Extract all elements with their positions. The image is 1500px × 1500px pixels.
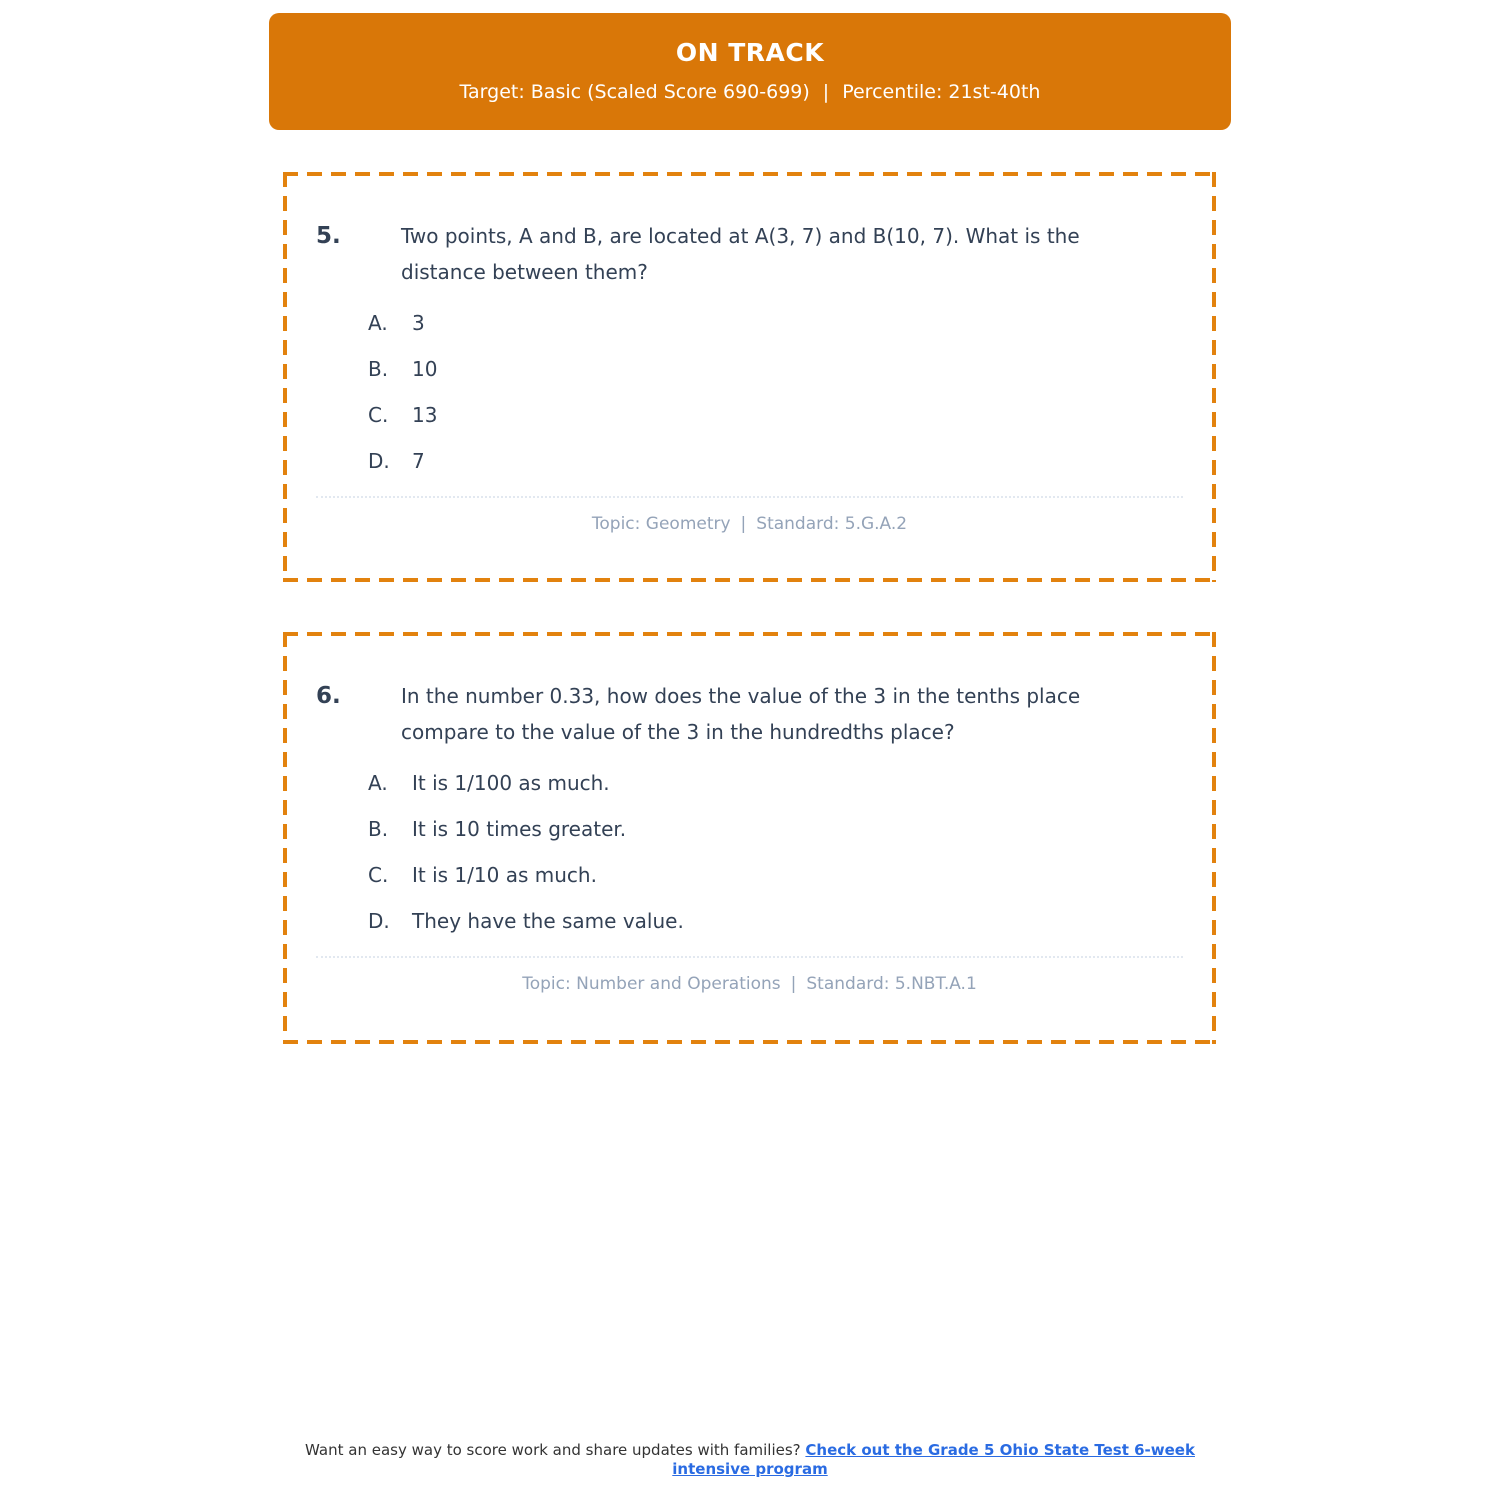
option-text: 7 bbox=[412, 449, 425, 473]
percentile-label: Percentile: 21st-40th bbox=[842, 81, 1041, 103]
question-text: In the number 0.33, how does the value of the 3 in the tenths place compare to the value of the 3 in the hundredths place? bbox=[401, 684, 1081, 744]
question-number: 5. bbox=[316, 223, 341, 249]
meta-separator: | bbox=[740, 514, 747, 534]
option-letter: C. bbox=[368, 403, 389, 427]
header-banner bbox=[269, 13, 1231, 130]
question-row bbox=[316, 218, 1183, 290]
option-c bbox=[368, 864, 1183, 886]
option-text: It is 1/10 as much. bbox=[412, 863, 597, 887]
option-text: 13 bbox=[412, 403, 438, 427]
question-card-5 bbox=[283, 172, 1216, 582]
option-b bbox=[368, 358, 1183, 380]
option-b bbox=[368, 818, 1183, 840]
page-title: ON TRACK bbox=[675, 38, 825, 67]
footer-link[interactable]: Check out the Grade 5 Ohio State Test 6-week intensive program bbox=[672, 1441, 1195, 1478]
topic-standard bbox=[316, 514, 1183, 534]
option-text: They have the same value. bbox=[412, 909, 684, 933]
question-text: Two points, A and B, are located at A(3, 7) and B(10, 7). What is the distance between them? bbox=[401, 224, 1080, 284]
option-letter: C. bbox=[368, 863, 389, 887]
option-d bbox=[368, 450, 1183, 472]
question-row bbox=[316, 678, 1183, 750]
option-letter: A. bbox=[368, 311, 388, 335]
options-list bbox=[316, 772, 1183, 932]
option-letter: B. bbox=[368, 817, 389, 841]
footer-text: Want an easy way to score work and share updates with families? bbox=[305, 1441, 801, 1459]
target-label: Target: Basic (Scaled Score 690-699) bbox=[459, 81, 810, 103]
standard-label: Standard: 5.NBT.A.1 bbox=[806, 974, 977, 994]
subtitle-separator: | bbox=[822, 81, 830, 103]
footer-note bbox=[290, 1441, 1210, 1479]
option-text: 10 bbox=[412, 357, 438, 381]
option-letter: D. bbox=[368, 449, 390, 473]
option-letter: A. bbox=[368, 771, 388, 795]
option-d bbox=[368, 910, 1183, 932]
divider bbox=[316, 956, 1183, 958]
question-card-6 bbox=[283, 632, 1216, 1044]
option-text: It is 1/100 as much. bbox=[412, 771, 610, 795]
option-letter: B. bbox=[368, 357, 389, 381]
meta-separator: | bbox=[790, 974, 797, 994]
topic-label: Topic: Geometry bbox=[591, 514, 731, 534]
option-letter: D. bbox=[368, 909, 390, 933]
header-subtitle bbox=[269, 81, 1231, 103]
options-list bbox=[316, 312, 1183, 472]
option-a bbox=[368, 772, 1183, 794]
topic-standard bbox=[316, 974, 1183, 994]
divider bbox=[316, 496, 1183, 498]
option-text: It is 10 times greater. bbox=[412, 817, 627, 841]
question-number: 6. bbox=[316, 683, 341, 709]
topic-label: Topic: Number and Operations bbox=[522, 974, 781, 994]
option-text: 3 bbox=[412, 311, 425, 335]
option-c bbox=[368, 404, 1183, 426]
option-a bbox=[368, 312, 1183, 334]
standard-label: Standard: 5.G.A.2 bbox=[756, 514, 908, 534]
